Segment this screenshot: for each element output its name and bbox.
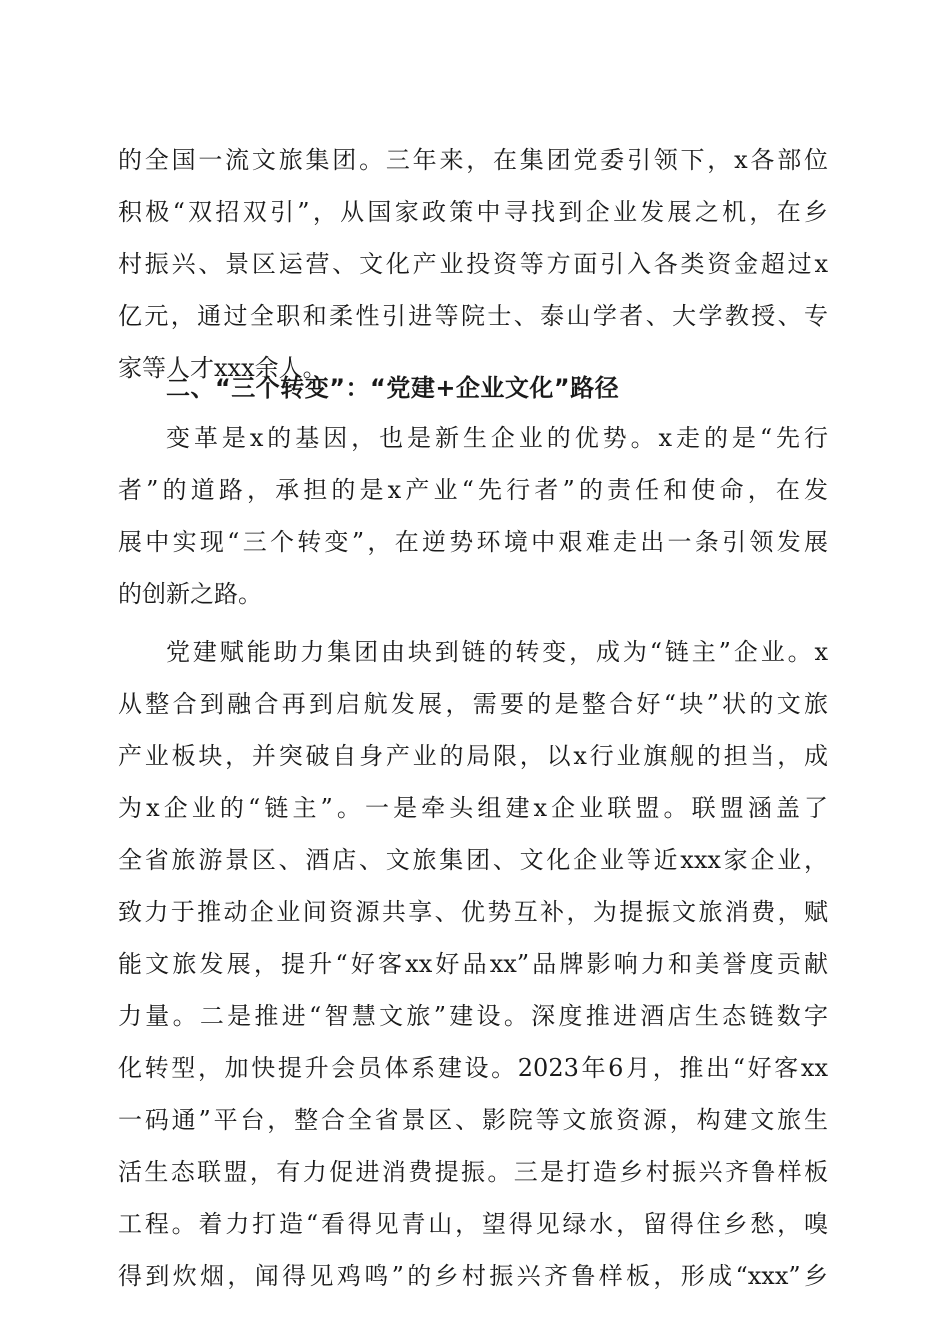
paragraph-line: 展中实现“三个转变”，在逆势环境中艰难走出一条引领发展 <box>118 528 828 556</box>
paragraph-line: 亿元，通过全职和柔性引进等院士、泰山学者、大学教授、专 <box>118 302 828 330</box>
paragraph-line: 工程。着力打造“看得见青山，望得见绿水，留得住乡愁，嗅 <box>118 1210 828 1238</box>
paragraph-line: 变革是x的基因，也是新生企业的优势。x走的是“先行 <box>166 424 828 452</box>
paragraph-line: 为x企业的“链主”。一是牵头组建x企业联盟。联盟涵盖了 <box>118 794 828 822</box>
paragraph-line: 党建赋能助力集团由块到链的转变，成为“链主”企业。x <box>166 638 828 666</box>
paragraph-line: 的创新之路。 <box>118 580 262 608</box>
paragraph-line: 者”的道路，承担的是x产业“先行者”的责任和使命，在发 <box>118 476 828 504</box>
paragraph-line: 力量。二是推进“智慧文旅”建设。深度推进酒店生态链数字 <box>118 1002 828 1030</box>
paragraph-line: 能文旅发展，提升“好客xx好品xx”品牌影响力和美誉度贡献 <box>118 950 828 978</box>
paragraph-line: 家等人才xxx余人。 <box>118 354 327 382</box>
paragraph-line: 从整合到融合再到启航发展，需要的是整合好“块”状的文旅 <box>118 690 828 718</box>
paragraph-line: 村振兴、景区运营、文化产业投资等方面引入各类资金超过x <box>118 250 828 278</box>
section-heading: 二、“三个转变”：“党建+企业文化”路径 <box>166 374 620 402</box>
paragraph-line: 一码通”平台，整合全省景区、影院等文旅资源，构建文旅生 <box>118 1106 828 1134</box>
paragraph-line: 的全国一流文旅集团。三年来，在集团党委引领下，x各部位 <box>118 146 828 174</box>
paragraph-line: 全省旅游景区、酒店、文旅集团、文化企业等近xxx家企业， <box>118 846 828 874</box>
paragraph-line: 化转型，加快提升会员体系建设。2023年6月，推出“好客xx <box>118 1054 828 1082</box>
paragraph-line: 致力于推动企业间资源共享、优势互补，为提振文旅消费，赋 <box>118 898 828 926</box>
paragraph-line: 活生态联盟，有力促进消费提振。三是打造乡村振兴齐鲁样板 <box>118 1158 828 1186</box>
paragraph-line: 积极“双招双引”，从国家政策中寻找到企业发展之机，在乡 <box>118 198 828 226</box>
paragraph-line: 产业板块，并突破自身产业的局限，以x行业旗舰的担当，成 <box>118 742 828 770</box>
paragraph-line: 得到炊烟，闻得见鸡鸣”的乡村振兴齐鲁样板，形成“xxx”乡 <box>118 1262 828 1290</box>
